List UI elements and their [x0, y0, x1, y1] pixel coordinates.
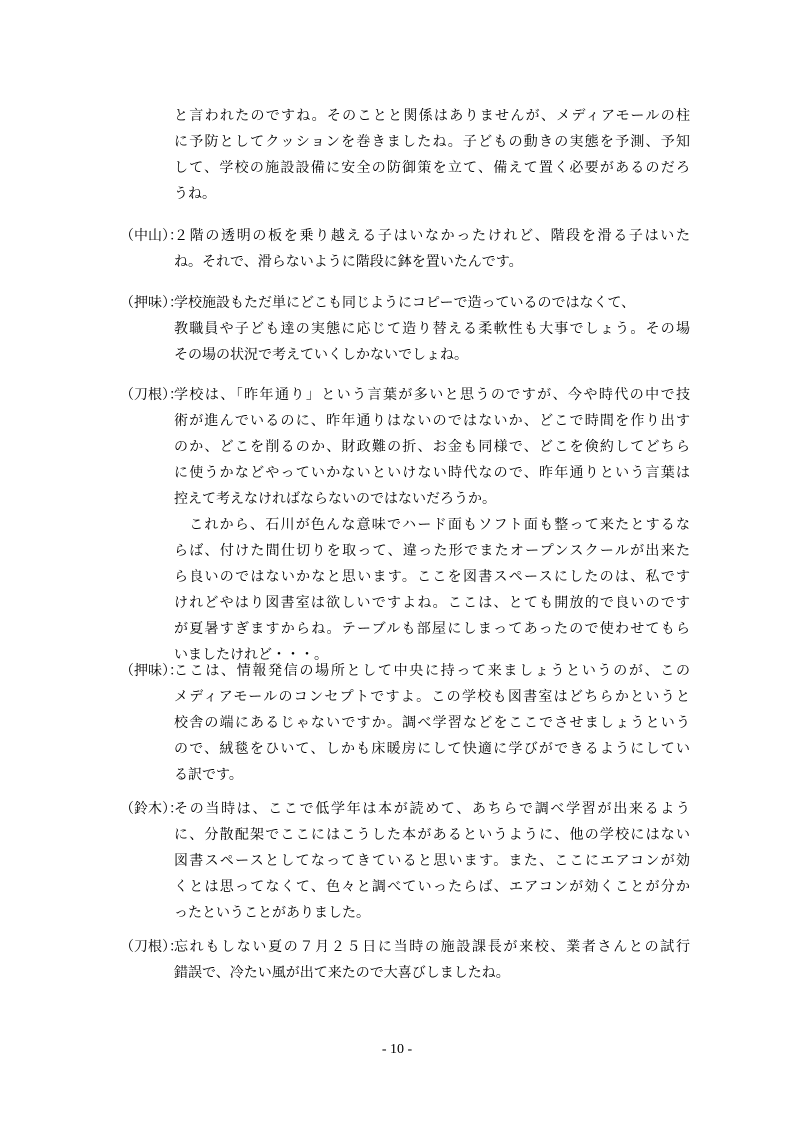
speaker-label: （鈴木）：: [120, 801, 183, 817]
text-line: ね。それで、滑らないように階段に鉢を置いたんです。: [174, 254, 523, 270]
text-line: らば、付けた間仕切りを取って、違った形でまたオープンスクールが出来た: [174, 543, 690, 559]
paragraph-text: [174, 290, 690, 368]
paragraph-text: [174, 103, 690, 207]
text-line: に、分散配架でここにはこうした本があるというように、他の学校にはない: [174, 827, 690, 843]
text-line: メディアモールのコンセプトですよ。この学校も図書室はどちらかというと: [174, 689, 690, 705]
text-line: これから、石川が色んな意味でハード面もソフト面も整って来たとするな: [174, 517, 690, 533]
text-line: いましたけれど・・・。: [174, 647, 328, 663]
text-line: 教職員や子ども達の実態に応じて造り替える柔軟性も大事でしょう。その場: [174, 321, 690, 337]
speaker-label: （中山）：: [120, 228, 183, 244]
text-line: と言われたのですね。そのことと関係はありませんが、メディアモールの柱: [174, 108, 690, 124]
text-line: して、学校の施設設備に安全の防御策を立て、備えて置く必要があるのだろ: [174, 160, 690, 176]
statement-tone-1: [120, 382, 690, 668]
text-line: 学校施設もただ単にどこも同じようにコピーで造っているのではなくて、: [174, 295, 636, 311]
text-line: が夏暑すぎますからね。テーブルも部屋にしまってあったので使わせてもら: [174, 621, 690, 637]
text-line: のか、どこを削るのか、財政難の折、お金も同様で、どこを倹約してどちら: [174, 439, 690, 455]
text-line: 学校は、「昨年通り」という言葉が多いと思うのですが、今や時代の中で技: [174, 387, 690, 403]
text-line: に使うかなどやっていかないといけない時代なので、昨年通りという言葉は: [174, 465, 690, 481]
text-line: くとは思ってなくて、色々と調べていったらば、エアコンが効くことが分か: [174, 879, 690, 895]
speaker-label: （押味）：: [120, 295, 183, 311]
paragraph-text: [174, 934, 690, 986]
paragraph-text: [174, 796, 690, 926]
text-line: けれどやはり図書室は欲しいですよね。ここは、とても開放的で良いのです: [174, 595, 690, 611]
statement-oshimi-2: [120, 658, 690, 788]
text-line: その場の状況で考えていくしかないでしょね。: [174, 347, 468, 363]
text-line: ここは、情報発信の場所として中央に持って来ましょうというのが、この: [174, 663, 690, 679]
statement-suzuki: [120, 796, 690, 926]
text-line: 術が進んでいるのに、昨年通りはないのではないか、どこで時間を作り出す: [174, 413, 690, 429]
speaker-label: （刀根）：: [120, 387, 183, 403]
statement-tone-2: [120, 934, 690, 986]
speaker-label: （押味）：: [120, 663, 183, 679]
text-line: うね。: [174, 186, 216, 202]
text-line: その当時は、ここで低学年は本が読めて、あちらで調べ学習が出来るよう: [174, 801, 690, 817]
text-line: 忘れもしない夏の７月２５日に当時の施設課長が来校、業者さんとの試行: [174, 939, 690, 955]
speaker-label: （刀根）：: [120, 939, 183, 955]
text-line: 図書スペースとしてなってきていると思います。また、ここにエアコンが効: [174, 853, 690, 869]
text-line: ２階の透明の板を乗り越える子はいなかったけれど、階段を滑る子はいた: [174, 228, 690, 244]
paragraph-text: [174, 382, 690, 668]
text-line: ったということがありました。: [174, 905, 370, 921]
text-line: 校舎の端にあるじゃないですか。調べ学習などをここでさせましょうという: [174, 715, 690, 731]
text-line: る訳です。: [174, 767, 243, 783]
paragraph-text: [174, 658, 690, 788]
statement-oshimi-1: [120, 290, 690, 368]
statement-nakayama: [120, 223, 690, 275]
text-line: に予防としてクッションを巻きましたね。子どもの動きの実態を予測、予知: [174, 134, 690, 150]
text-line: ら良いのではないかなと思います。ここを図書スペースにしたのは、私です: [174, 569, 690, 585]
text-line: 錯誤で、冷たい風が出て来たので大喜びしましたね。: [174, 965, 510, 981]
text-line: 控えて考えなければならないのではないだろうか。: [174, 491, 496, 507]
page-number: - 10 -: [381, 1042, 413, 1057]
paragraph-text: [174, 223, 690, 275]
paragraph-continuation: [120, 103, 690, 207]
text-line: ので、絨毯をひいて、しかも床暖房にして快適に学びができるようにしてい: [174, 741, 690, 757]
